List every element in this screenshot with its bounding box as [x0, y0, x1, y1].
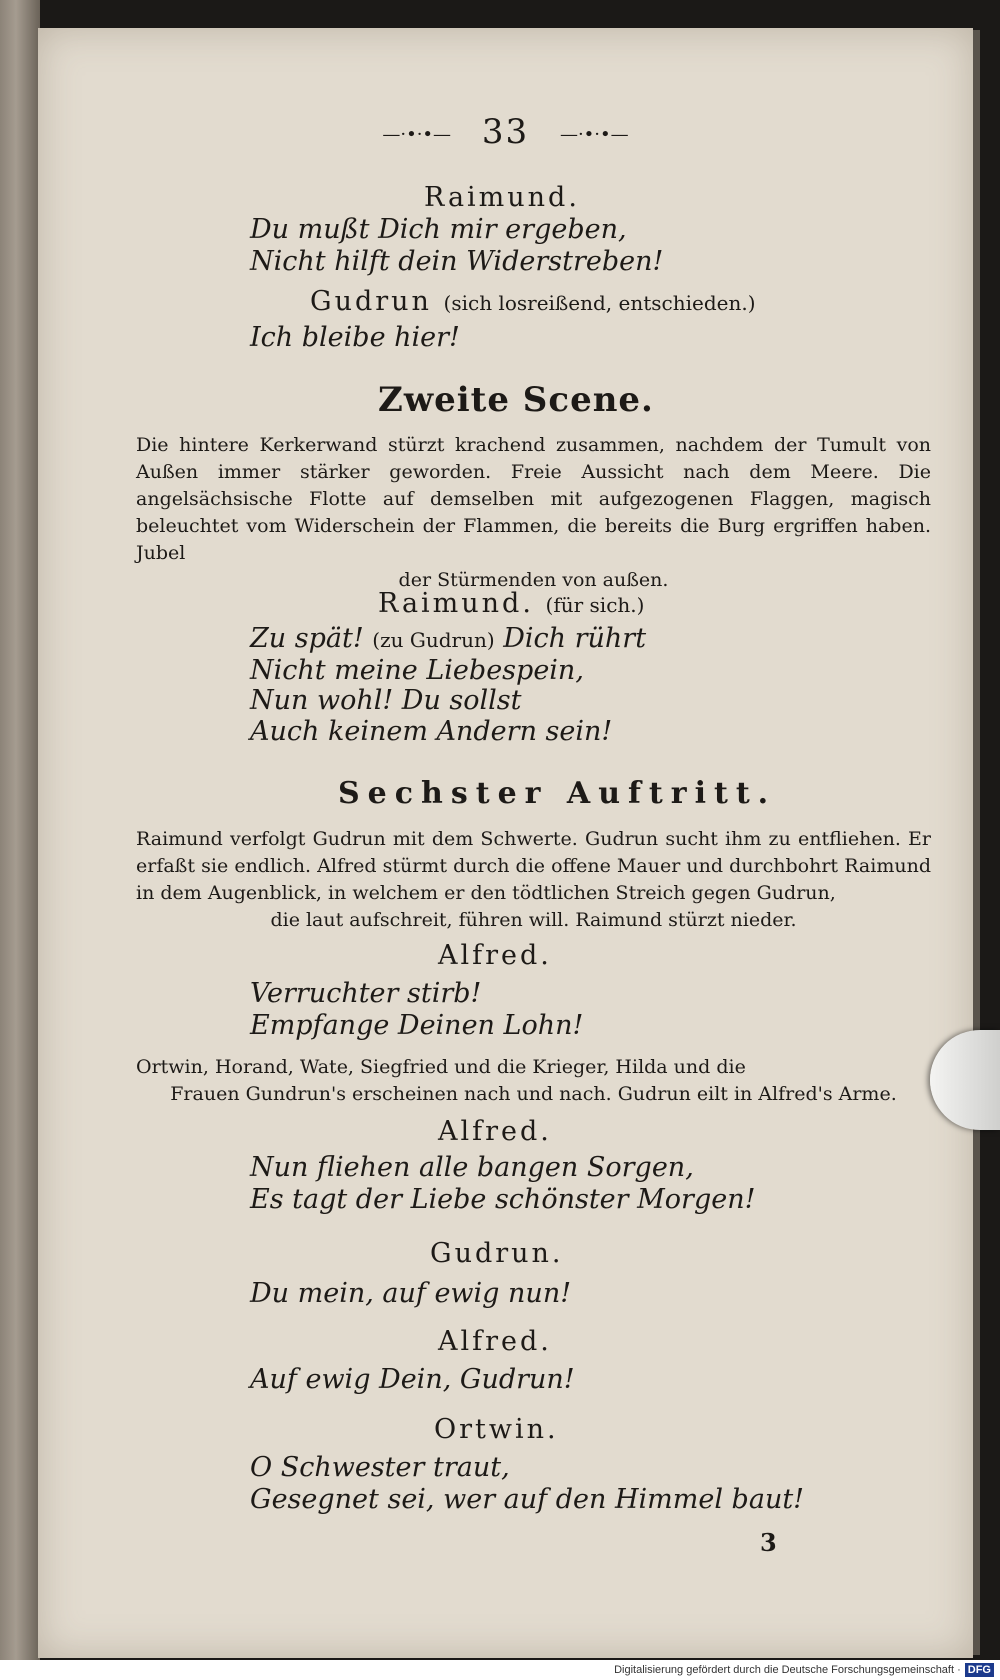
stage-direction-text: Raimund verfolgt Gudrun mit dem Schwerte. Gudrun sucht ihm zu entfliehen. Er erfaßt sie endlich. Alfred stürmt durch die offene Mauer und durchbohrt Raimund in dem Augenblick, in welchem er den tödtlichen Streich gegen Gudrun,: [136, 828, 931, 904]
page-number: 33: [481, 112, 530, 152]
verse-line: Du mein, auf ewig nun!: [250, 1278, 572, 1309]
speaker-gudrun-2: Gudrun.: [430, 1238, 564, 1269]
stage-direction-block: [136, 826, 931, 934]
verse-line: Du mußt Dich mir ergeben,: [250, 214, 627, 245]
speaker-name: Raimund.: [378, 588, 534, 619]
verse-line: O Schwester traut,: [250, 1452, 510, 1483]
verse-fragment: Dich rührt: [503, 623, 647, 654]
verse-line: Gesegnet sei, wer auf den Himmel baut!: [250, 1484, 805, 1515]
previous-page-edge: [0, 0, 40, 1660]
stage-direction-inline: (sich losreißend, entschieden.): [443, 291, 756, 315]
verse-line: Auch keinem Andern sein!: [250, 716, 613, 747]
verse-fragment: Zu spät!: [250, 623, 364, 654]
stage-direction-text: Die hintere Kerkerwand stürzt krachend zusammen, nachdem der Tumult von Außen immer stärker geworden. Freie Aussicht nach dem Meere. Die angelsächsische Flotte auf demselben mit aufgezogenen Flaggen, magisch beleuchtet vom Widerschein der Flammen, die bereits die Burg ergriffen haben. Jubel: [136, 434, 931, 564]
verse-line: Nun wohl! Du sollst: [250, 685, 522, 716]
verse-line: [250, 623, 646, 654]
verse-line: Es tagt der Liebe schönster Morgen!: [250, 1184, 756, 1215]
verse-line: Nicht hilft dein Widerstreben!: [250, 246, 664, 277]
footer-text: Digitalisierung gefördert durch die Deutsche Forschungsgemeinschaft ·: [614, 1664, 961, 1676]
speaker-alfred-2: Alfred.: [438, 1116, 552, 1147]
verse-line: Ich bleibe hier!: [250, 322, 460, 353]
verse-line: Auf ewig Dein, Gudrun!: [250, 1364, 575, 1395]
stage-direction-inline: (für sich.): [545, 593, 645, 617]
dfg-logo-icon: DFG: [965, 1663, 994, 1677]
stage-direction-text: Ortwin, Horand, Wate, Siegfried und die Krieger, Hilda und die: [136, 1056, 746, 1078]
stage-direction-text-last: der Stürmenden von außen.: [398, 569, 669, 591]
speaker-name: Gudrun: [310, 286, 432, 317]
verse-line: Empfange Deinen Lohn!: [250, 1010, 584, 1041]
header-ornament-left: —·•·•—: [382, 123, 452, 145]
stage-direction-text-last: die laut aufschreit, führen will. Raimund stürzt nieder.: [270, 909, 797, 931]
verse-line: Nun fliehen alle bangen Sorgen,: [250, 1152, 694, 1183]
stage-direction-inline: (zu Gudrun): [372, 628, 495, 652]
footer-credit: [0, 1660, 1000, 1680]
book-page: [38, 28, 973, 1658]
speaker-alfred-3: Alfred.: [438, 1326, 552, 1357]
speaker-gudrun-1: [310, 286, 756, 317]
stage-direction-block: [136, 1054, 931, 1108]
signature-mark: 3: [760, 1528, 777, 1557]
header-ornament-right: —·•·•—: [559, 123, 629, 145]
speaker-raimund-2: [378, 588, 644, 619]
scene-title: Zweite Scene.: [378, 380, 654, 420]
page-header: [38, 112, 973, 152]
speaker-ortwin: Ortwin.: [434, 1414, 559, 1445]
act-title: Sechster Auftritt.: [338, 776, 777, 811]
verse-line: Verruchter stirb!: [250, 978, 482, 1009]
speaker-alfred-1: Alfred.: [438, 940, 552, 971]
verse-line: Nicht meine Liebespein,: [250, 655, 584, 686]
speaker-raimund-1: Raimund.: [424, 182, 580, 213]
stage-direction-block: [136, 432, 931, 594]
stage-direction-text-last: Frauen Gundrun's erscheinen nach und nach. Gudrun eilt in Alfred's Arme.: [170, 1083, 897, 1105]
